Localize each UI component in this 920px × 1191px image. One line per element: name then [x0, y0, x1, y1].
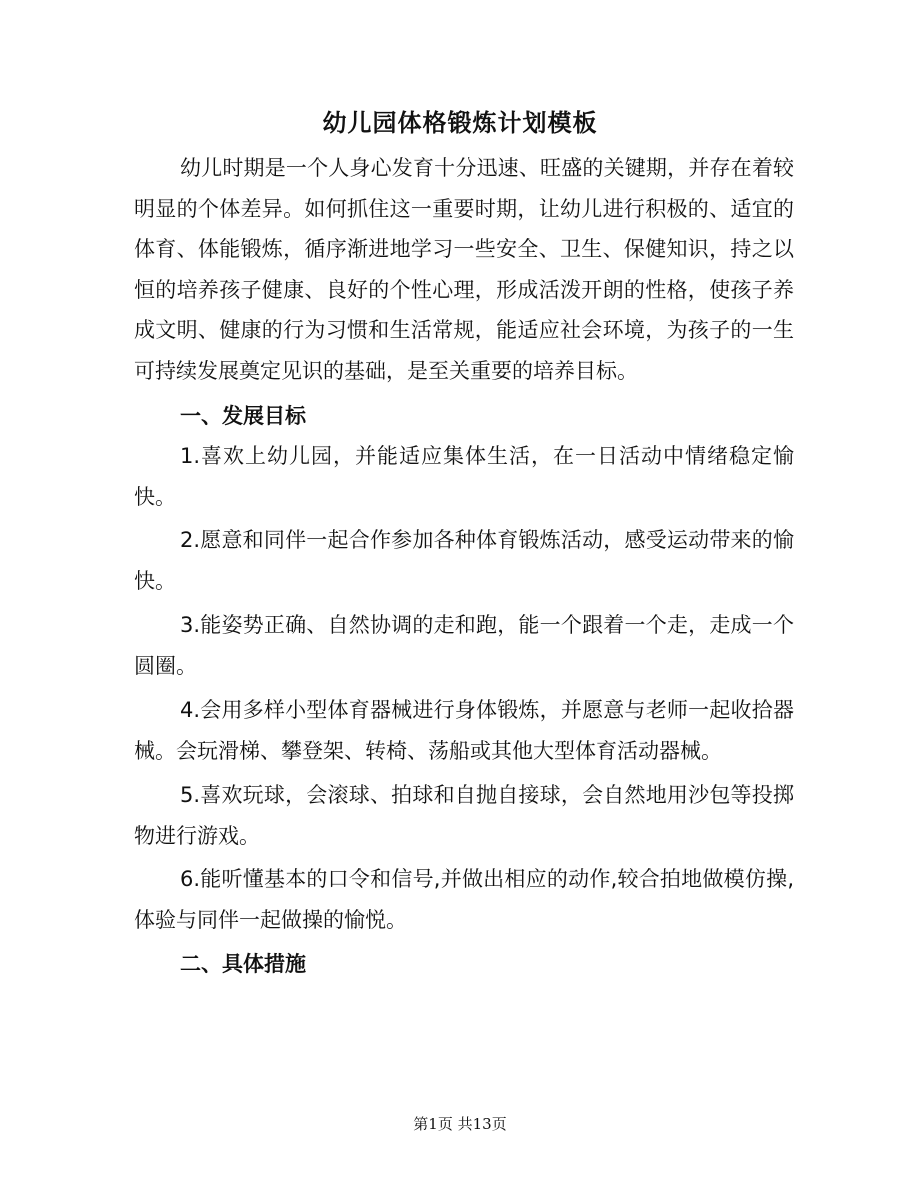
document-title: 幼儿园体格锻炼计划模板: [322, 109, 598, 137]
goal-item-1: 1.喜欢上幼儿园，并能适应集体生活，在一日活动中情绪稳定愉快。: [134, 444, 794, 509]
goal-item-4: 4.会用多样小型体育器械进行身体锻炼，并愿意与老师一起收拾器械。会玩滑梯、攀登架、转椅、荡船或其他大型体育活动器械。: [134, 698, 794, 763]
intro-paragraph: 幼儿时期是一个人身心发育十分迅速、旺盛的关键期，并存在着较明显的个体差异。如何抓住这一重要时期，让幼儿进行积极的、适宜的体育、体能锻炼，循序渐进地学习一些安全、卫生、保健知识，持之以恒的培养孩子健康、良好的个性心理，形成活泼开朗的性格，使孩子养成文明、健康的行为习惯和生活常规，能适应社会环境，为孩子的一生可持续发展奠定见识的基础，是至关重要的培养目标。: [134, 156, 794, 383]
goal-item-3: 3.能姿势正确、自然协调的走和跑，能一个跟着一个走，走成一个圆圈。: [134, 613, 794, 678]
section-heading-measures: 二、具体措施: [180, 952, 306, 976]
goal-item-5: 5.喜欢玩球，会滚球、拍球和自抛自接球，会自然地用沙包等投掷物进行游戏。: [134, 783, 794, 848]
page-indicator: 第1页 共13页: [413, 1115, 507, 1133]
section-heading-goals: 一、发展目标: [180, 404, 306, 428]
goal-item-2: 2.愿意和同伴一起合作参加各种体育锻炼活动，感受运动带来的愉快。: [134, 528, 794, 593]
goal-item-6: 6.能听懂基本的口令和信号,并做出相应的动作,较合拍地做模仿操,体验与同伴一起做操的愉悦。: [134, 867, 794, 932]
